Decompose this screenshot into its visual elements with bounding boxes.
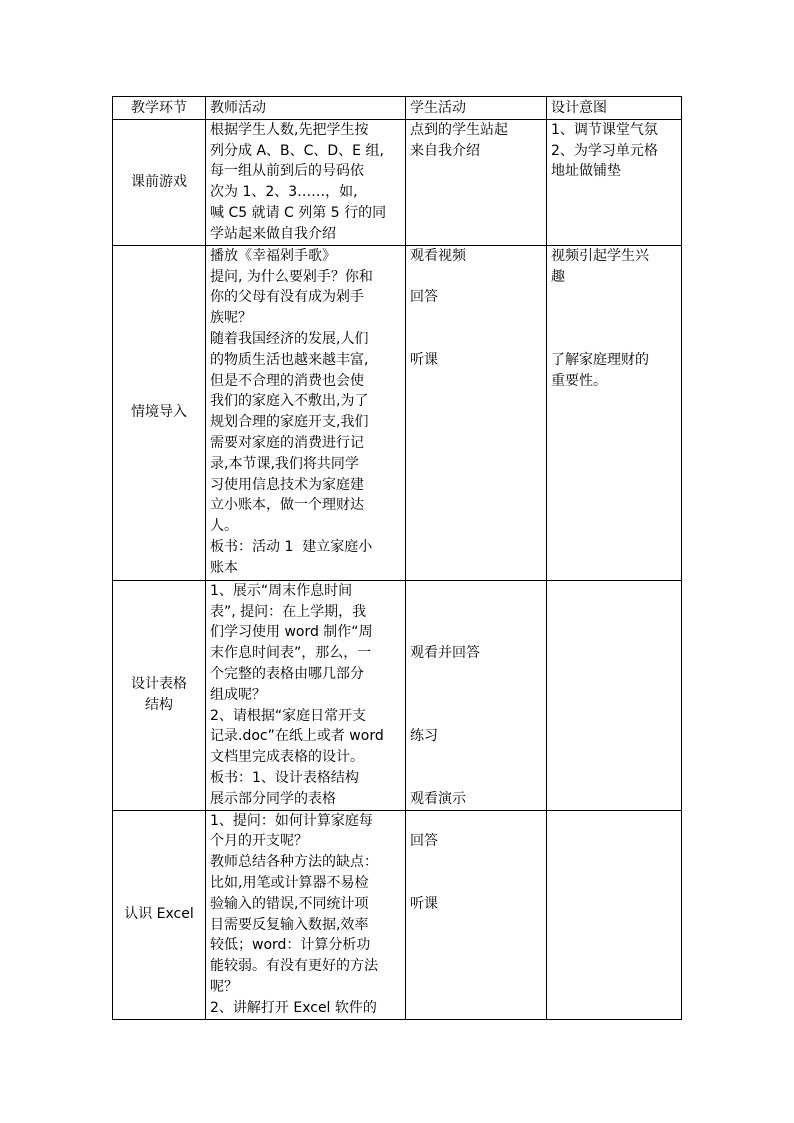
cell-text-line: 听课 xyxy=(410,895,438,912)
blank-line xyxy=(410,873,542,894)
cell-text-line: 1、提问：如何计算家庭每 xyxy=(210,812,373,829)
cell-text-line: 1、展示“周末作息时间 xyxy=(210,582,353,599)
cell-text-line: 观看视频 xyxy=(410,247,466,264)
cell-text-line: 回答 xyxy=(410,289,438,306)
cell-text-line: 重要性。 xyxy=(551,372,607,389)
cell-text-line: 习使用信息技术为家庭建 xyxy=(210,476,364,493)
cell-text-line: 地址做铺垫 xyxy=(551,163,621,180)
cell-text-line: 来自我介绍 xyxy=(410,142,480,159)
cell-text-line: 呢？ xyxy=(210,978,238,995)
cell-text-line: 你的父母有没有成为剁手 xyxy=(210,289,364,306)
cell-text-line: 能较弱。有没有更好的方法 xyxy=(210,958,378,975)
teacher-cell xyxy=(206,245,406,580)
cell-text-line: 比如,用笔或计算器不易检 xyxy=(210,874,369,891)
cell-text-line: 次为 1、2、3……，如, xyxy=(210,184,358,201)
cell-text-line: 的物质生活也越来越丰富, xyxy=(210,351,369,368)
intent-cell xyxy=(547,119,682,245)
stage-cell xyxy=(113,580,206,810)
cell-text-line: 喊 C5 就请 C 列第 5 行的同 xyxy=(210,204,387,221)
cell-text-line: 根据学生人数,先把学生按 xyxy=(210,121,369,138)
stage-label: 情境导入 xyxy=(131,404,187,421)
cell-text-line: 记录.doc”在纸上或者 word xyxy=(210,728,384,745)
blank-line xyxy=(410,267,542,288)
table-row xyxy=(113,245,682,580)
cell-text-line: 表”, 提问：在上学期，我 xyxy=(210,603,367,620)
cell-text-line: 组成呢？ xyxy=(210,686,266,703)
intent-cell xyxy=(547,245,682,580)
cell-text-line: 板书：活动 1 建立家庭小 xyxy=(210,538,373,555)
header-teacher: 教师活动 xyxy=(206,97,406,120)
cell-text-line: 视频引起学生兴 xyxy=(551,247,649,264)
student-cell xyxy=(406,245,547,580)
blank-line xyxy=(410,664,542,685)
intent-cell xyxy=(547,810,682,1019)
table-row xyxy=(113,119,682,245)
cell-text-line: 观看演示 xyxy=(410,790,466,807)
teacher-cell xyxy=(206,810,406,1019)
cell-text-line: 播放《幸福剁手歌》 xyxy=(210,247,336,264)
cell-text-line: 点到的学生站起 xyxy=(410,121,508,138)
blank-line xyxy=(551,308,677,329)
blank-line xyxy=(410,329,542,350)
blank-line xyxy=(410,811,542,832)
intent-cell xyxy=(547,580,682,810)
header-intent: 设计意图 xyxy=(547,97,682,120)
blank-line xyxy=(551,329,677,350)
cell-text-line: 展示部分同学的表格 xyxy=(210,790,336,807)
blank-line xyxy=(551,287,677,308)
teacher-cell xyxy=(206,119,406,245)
header-student: 学生活动 xyxy=(406,97,547,120)
cell-text-line: 验输入的错误,不同统计项 xyxy=(210,895,369,912)
cell-text-line: 个完整的表格由哪几部分 xyxy=(210,665,364,682)
blank-line xyxy=(410,685,542,706)
blank-line xyxy=(410,308,542,329)
stage-cell xyxy=(113,810,206,1019)
cell-text-line: 需要对家庭的消费进行记 xyxy=(210,434,364,451)
cell-text-line: 末作息时间表”，那么，一 xyxy=(210,645,372,662)
cell-text-line: 学站起来做自我介绍 xyxy=(210,225,336,242)
stage-label: 认识 Excel xyxy=(124,906,194,923)
cell-text-line: 随着我国经济的发展,人们 xyxy=(210,330,369,347)
cell-text-line: 1、调节课堂气氛 xyxy=(551,121,658,138)
student-cell xyxy=(406,810,547,1019)
cell-text-line: 规划合理的家庭开支,我们 xyxy=(210,414,369,431)
cell-text-line: 回答 xyxy=(410,833,438,850)
cell-text-line: 听课 xyxy=(410,351,438,368)
blank-line xyxy=(410,747,542,768)
cell-text-line: 目需要反复输入数据,效率 xyxy=(210,916,369,933)
stage-label: 设计表格结构 xyxy=(130,676,187,714)
header-row xyxy=(113,97,682,120)
cell-text-line: 人。 xyxy=(210,518,238,535)
stage-cell xyxy=(113,245,206,580)
student-cell xyxy=(406,119,547,245)
cell-text-line: 账本 xyxy=(210,559,238,576)
cell-text-line: 文档里完成表格的设计。 xyxy=(210,749,364,766)
blank-line xyxy=(410,768,542,789)
cell-text-line: 教师总结各种方法的缺点： xyxy=(210,854,378,871)
cell-text-line: 趣 xyxy=(551,268,565,285)
cell-text-line: 列分成 A、B、C、D、E 组, xyxy=(210,142,384,159)
stage-label: 课前游戏 xyxy=(131,173,187,190)
cell-text-line: 族呢？ xyxy=(210,310,252,327)
cell-text-line: 观看并回答 xyxy=(410,645,480,662)
cell-text-line: 每一组从前到后的号码依 xyxy=(210,163,364,180)
cell-text-line: 练习 xyxy=(410,728,438,745)
blank-line xyxy=(410,622,542,643)
cell-text-line: 们学习使用 word 制作“周 xyxy=(210,624,373,641)
lesson-plan-table xyxy=(112,96,682,1020)
header-stage: 教学环节 xyxy=(113,97,206,120)
student-cell xyxy=(406,580,547,810)
cell-text-line: 录,本节课,我们将共同学 xyxy=(210,455,359,472)
cell-text-line: 2、请根据“家庭日常开支 xyxy=(210,707,367,724)
stage-cell xyxy=(113,119,206,245)
cell-text-line: 板书：1、设计表格结构 xyxy=(210,769,359,786)
cell-text-line: 个月的开支呢？ xyxy=(210,833,308,850)
table-row xyxy=(113,580,682,810)
teacher-cell xyxy=(206,580,406,810)
cell-text-line: 2、为学习单元格 xyxy=(551,142,658,159)
cell-text-line: 立小账本，做一个理财达 xyxy=(210,497,364,514)
cell-text-line: 较低；word：计算分析功 xyxy=(210,937,371,954)
blank-line xyxy=(410,602,542,623)
blank-line xyxy=(410,706,542,727)
cell-text-line: 但是不合理的消费也会使 xyxy=(210,372,364,389)
cell-text-line: 提问, 为什么要剁手？你和 xyxy=(210,268,373,285)
blank-line xyxy=(410,852,542,873)
cell-text-line: 了解家庭理财的 xyxy=(551,351,649,368)
cell-text-line: 我们的家庭入不敷出,为了 xyxy=(210,393,369,410)
cell-text-line: 2、讲解打开 Excel 软件的 xyxy=(210,999,377,1016)
blank-line xyxy=(410,581,542,602)
table-row xyxy=(113,810,682,1019)
